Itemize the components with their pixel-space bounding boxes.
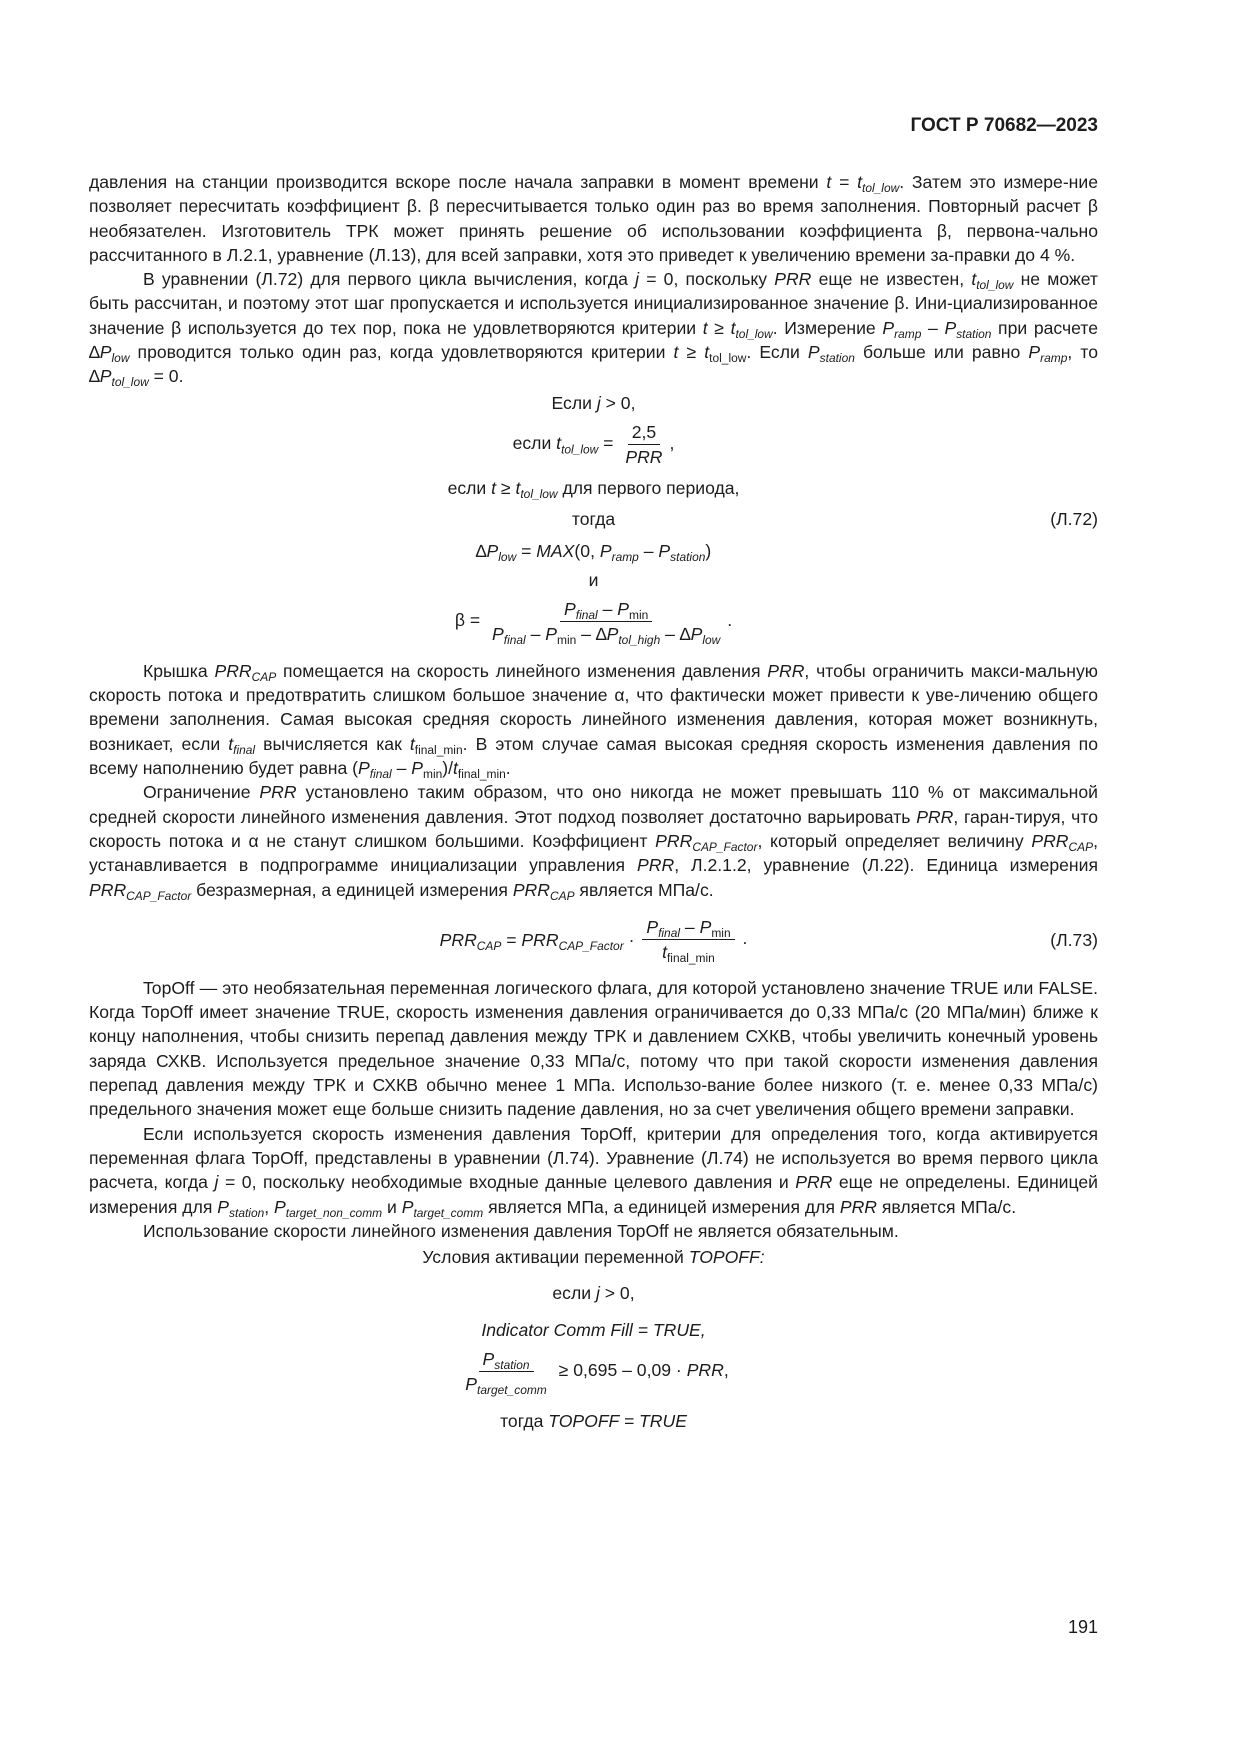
- document-code: ГОСТ Р 70682—2023: [910, 115, 1098, 136]
- equation-number: (Л.72): [1050, 508, 1098, 529]
- equation-l74: Условия активации переменной TOPOFF: если j > 0, Indicator Comm Fill = TRUE, $\frac{P_{station}}{P_{target\_comm}}$ ≥ 0,695 – 0,09 · PRR, тогда TOPOFF = TRUE: [422, 1247, 765, 1431]
- equation-number: (Л.73): [1050, 929, 1098, 950]
- paragraph: Крышка $PRR_{CAP}$ помещается на скорость линейного изменения давления PRR, чтобы ограничить макси-мальную скорость потока и предотвратить слишком большое значение α, что фактически может привести к уве-личению общего времени заполнения. Самая высокая средняя скорость линейного изменения давления, которая может возникнуть, возникает, если $t_{final}$ вычисляется как $t_{final\_min}$. В этом случае самая высокая средняя скорость изменения давления по всему наполнению будет равна $(P_{final} - P_{min})/t_{final\_min}$.: [89, 660, 1098, 782]
- page-number: 191: [1067, 1617, 1098, 1637]
- paragraph: Если используется скорость изменения давления TopOff, критерии для определения того, когда активируется переменная флага TopOff, представлены в уравнении (Л.74). Уравнение (Л.74) не используется во время первого цикла расчета, когда j = 0, поскольку необходимые входные данные целевого давления и PRR еще не определены. Единицей измерения для $P_{station}$, $P_{target\_non\_comm}$ и $P_{target\_comm}$ является МПа, а единицей измерения для PRR является МПа/с.: [89, 1123, 1098, 1220]
- paragraph: TopOff — это необязательная переменная логического флага, для которой установлено значение TRUE или FALSE. Когда TopOff имеет значение TRUE, скорость изменения давления ограничивается до 0,33 МПа/с (20 МПа/мин) ближе к концу наполнения, чтобы снизить перепад давления между ТРК и давлением СХКВ, чтобы увеличить конечный уровень заряда СХКВ. Используется предельное значение 0,33 МПа/с, потому что при такой скорости изменения давления перепад давления между ТРК и СХКВ обычно менее 1 МПа. Использо-вание более низкого (т. е. менее 0,33 МПа/с) предельного значения может еще больше снизить падение давления, но за счет увеличения общего времени заправки.: [89, 977, 1098, 1120]
- paragraph: Использование скорости линейного изменения давления TopOff не является обязательным.: [143, 1220, 899, 1241]
- paragraph: В уравнении (Л.72) для первого цикла вычисления, когда j = 0, поскольку PRR еще не известен, $t_{tol\_low}$ не может быть рассчитан, и поэтому этот шаг пропускается и используется инициализированное значение β. Ини-циализированное значение β используется до тех пор, пока не удовлетворяются критерии $t \ge t_{tol\_low}$. Измерение $P_{ramp} - P_{station}$ при расчете $\Delta P_{low}$ проводится только один раз, когда удовлетворяются критерии $t \ge t_{tol\_low}$. Если $P_{station}$ больше или равно $P_{ramp}$, то $\Delta P_{tol\_low} = 0$.: [89, 269, 1099, 390]
- beta-fraction: $\frac{P_{final} - P_{min}}{P_{final} - P_{min} - \Delta P_{tol\_high} - \Delta P_{low}}$: [492, 598, 721, 648]
- paragraph: Ограничение PRR установлено таким образом, что оно никогда не может превышать 110 % от максимальной средней скорости линейного изменения давления. Этот подход позволяет достаточно варьировать PRR, гаран-тируя, что скорость потока и α не станут слишком большими. Коэффициент $PRR_{CAP\_Factor}$, который определяет величину $PRR_{CAP}$, устанавливается в подпрограмме инициализации управления PRR, Л.2.1.2, уравнение (Л.22). Единица измерения $PRR_{CAP\_Factor}$ безразмерная, а единицей измерения $PRR_{CAP}$ является МПа/с.: [89, 782, 1098, 903]
- fraction: $\frac{P_{final} - P_{min}}{t_{final\_min}}$: [642, 916, 734, 963]
- fraction: $\frac{P_{station}}{P_{target\_comm}}$: [465, 1348, 547, 1398]
- equation-l73: $PRR_{CAP} = PRR_{CAP\_Factor}$ · $\frac{P_{final} - P_{min}}{t_{final\_min}}$ . (Л.73): [439, 916, 1098, 966]
- page-content: [89, 170, 1098, 1433]
- fraction: $\frac{2,5}{\text{PRR}}$: [625, 421, 663, 467]
- equation-l72: Если j > 0, если $t_{tol\_low}$ = $\frac{2,5}{\text{PRR}}$ , если $t \ge t_{tol\_low}$ для первого периода, тогда (Л.72) $\Delta P_{low} = MAX(0$, $P_{ramp} - P_{station}$) и β = $\frac{P_{final} - P_{min}}{P_{final} - P_{min} - \Delta P_{tol\_high} - \Delta P_{low}}$ .: [447, 392, 1098, 648]
- paragraph: давления на станции производится вскоре после начала заправки в момент времени $t = t_{tol\_low}$. Затем это измере-ние позволяет пересчитать коэффициент β. β пересчитывается только один раз во время заполнения. Повторный расчет β необязателен. Изготовитель ТРК может принять решение об использовании коэффициента β, первона-чально рассчитанного в Л.2.1, уравнение (Л.13), для всей заправки, хотя это приведет к увеличению времени за-правки до 4 %.: [89, 172, 1099, 265]
